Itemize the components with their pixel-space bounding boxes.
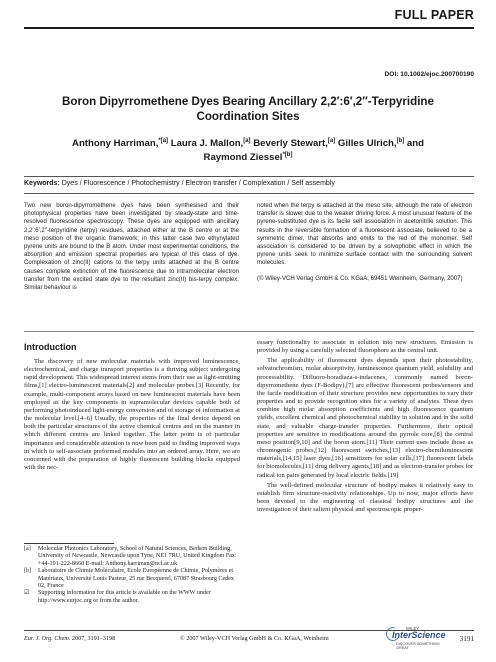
author-conjunction: and <box>404 138 424 149</box>
article-title <box>30 94 466 124</box>
footnote-text: Supporting information for this article is available on the WWW under http://www.eurjoc.org or from the author. <box>38 590 211 604</box>
footnote-rule <box>24 543 114 544</box>
author-affiliation: [b] <box>396 137 405 144</box>
author-list <box>30 137 466 165</box>
footnote-b <box>24 568 240 590</box>
title-line-2: Coordination Sites <box>196 110 300 123</box>
keywords <box>24 180 474 187</box>
abstract-rule <box>24 331 474 332</box>
abstract-copyright: (© Wiley-VCH Verlag GmbH & Co. KGaA, 69451 Weinheim, Germany, 2007) <box>257 275 463 282</box>
author-name: Laura J. Mallon, <box>168 138 244 149</box>
paragraph: The applicability of fluorescent dyes depends upon their photostability, solvatochromism, molar absorptivity, luminescence quantum yield, solubility and processability. Difluoro-boradiaza-s-indacenes, commonly named boron-dipyrromethene dyes (F-Bodipy),[7] are effective fluorescent probes/sensors and the facile modification of their structure provides new opportunities to vary their properties and to provide recognition sites for a variety of analytes. These dyes combine high molar absorption coefficients and high fluorescence quantum yields, excellent chemical and photochemical stability in solution and in the solid state, and valuable charge-transfer properties. Furthermore, their optical properties are sensitive to modifications around the pyrrole core,[8] the central meso position[9,10] and the boron atom.[11] Their current uses include those as chromogenic probes,[12] fluorescent switches,[13] electro-chemiluminescent materials,[14,15] laser dyes,[16] sensitizers for solar cells,[17] fluorescent labels for biomolecules,[11] drug delivery agents,[18] and as electron-transfer probes for radical ion pairs generated by local electric fields.[19] <box>257 357 473 479</box>
journal-name: Eur. J. Org. Chem. <box>24 635 71 642</box>
logo-wiley-text: WILEY <box>406 626 420 631</box>
author-line-2 <box>30 151 466 165</box>
footnote-mark: [a] <box>24 546 31 552</box>
author-affiliation: *[a] <box>158 137 169 144</box>
keywords-rule-bottom <box>24 193 474 194</box>
logo-tagline: DISCOVER SOMETHING GREAT <box>396 642 440 650</box>
footer-copyright: © 2007 Wiley-VCH Verlag GmbH & Co. KGaA, Weinheim <box>180 635 329 642</box>
journal-year-pages: 2007, 3191–3198 <box>70 635 116 642</box>
keywords-text: Dyes / Fluorescence / Photochemistry / Electron transfer / Complexation / Self assembly <box>59 180 335 187</box>
section-label: FULL PAPER <box>394 8 474 22</box>
body-right-column <box>257 339 473 516</box>
abstract-text: noted when the terpy is attached at the meso site, although the rate of electron transfer is slower due to the weaker driving force. A most unusual feature of the pyrene-substituted dye is its facile self association in acetonitrile solution. This results in the reversible formation of a fluorescent associate, believed to be a symmetric dimer, that absorbs and emits to the red of the monomer. Self association is considered to be driven by a solvophobic effect in which the pyrene units seek to minimize surface contact with the surrounding solvent molecules. <box>257 203 472 267</box>
author-name: Anthony Harriman, <box>72 138 159 149</box>
paragraph: essary functionality to associate in solution into new structures. Emission is provided by using a carefully selected fluorophore as the central unit. <box>257 339 473 355</box>
supporting-info-icon: ☑ <box>24 590 30 597</box>
page-number: 3191 <box>459 635 474 643</box>
author-name: Beverly Stewart, <box>250 138 328 149</box>
author-affiliation: [a] <box>327 137 336 144</box>
author-name: Gilles Ulrich, <box>335 138 397 149</box>
footnote-text: Laboratoire de Chimie Moléculaire, Ecole Européenne de Chimie, Polymères et Matériaux, Université Louis Pasteur, 25 rue Becquerel, 67087 Strasbourg Cedex 02, France <box>38 568 234 590</box>
doi: DOI: 10.1002/ejoc.200700190 <box>384 71 474 78</box>
body-left-column <box>24 358 240 474</box>
author-affiliation: *[b] <box>282 151 293 158</box>
interscience-logo <box>386 626 448 650</box>
footnote-text: Molecular Photonics Laboratory, School of Natural Sciences, Bedson Building, University of Newcastle, Newcastle upon Tyne, NE1 7RU, United Kingdom Fax: +44-191-222-8660 E-mail: Anthony.harriman@ncl.ac.uk <box>38 546 237 567</box>
abstract-left-column <box>24 202 239 292</box>
title-line-1: Boron Dipyrromethene Dyes Bearing Ancillary 2,2′:6′,2′′-Terpyridine <box>62 95 434 108</box>
footnote-a <box>24 546 240 568</box>
abstract-right-column <box>257 202 472 283</box>
author-line-1 <box>30 137 466 151</box>
keywords-label: Keywords: <box>24 180 60 187</box>
header-rule <box>24 27 474 29</box>
affiliation-footnotes <box>24 546 240 605</box>
section-heading: Introduction <box>24 342 77 352</box>
journal-citation <box>24 635 115 642</box>
footnote-supporting-info <box>24 590 240 605</box>
abstract-text: Two new boron-dipyrromethene dyes have been synthesised and their photophysical properties have been investigated by steady-state and time-resolved fluorescence spectroscopy. These dyes are equipped with ancillary 2,2′:6′,2′′-terpyridine (terpy) residues, attached either at the B centre or at the meso position of the organic framework; in this latter case two ethynylated pyrene units are bound to the B atom. Under most experimental conditions, the absorption and emission spectral properties are typical of this class of dye. Complexation of zinc(II) cations to the terpy units attached at the B centre causes complete extinction of the fluorescence due to intramolecular electron transfer from the excited state dye to the resultant zinc(II) bis-terpy complex. Similar behaviour is <box>24 203 239 292</box>
author-name: Raymond Ziessel <box>203 152 283 163</box>
keywords-rule-top <box>24 176 474 177</box>
footnote-mark: [b] <box>24 568 32 575</box>
paragraph: The well-defined molecular structure of bodipy makes it relatively easy to establish firm structure-reactivity relationships. Up to now, major efforts have been devoted to the engineering of classical bodipy structures and the investigation of their salient physical and spectroscopic proper- <box>257 481 473 514</box>
paragraph: The discovery of new molecular materials with improved luminescence, electrochemical, and charge transport properties is a thriving subject undergoing rapid development. This widespread interest stems from their use as light-emitting films,[1] electro-luminescent materials[2] and molecular probes.[3] Recently, for example, multi-component arrays based on new luminescent materials have been employed as the key components in supramolecular devices capable both of performing photoinduced light-energy conversion and of storage of information at the molecular level.[4–6] Usually, the properties of the final device depend on both the particular structures of the active chemical centres and on the manner in which different centres are linked together. The latter point is of particular importance and considerable attention is now been paid to finding improved ways in which to self-associate preformed modules into an ordered array. Here, we are concerned with the preparation of highly fluorescent building blocks equipped with the nec- <box>24 358 240 472</box>
author-affiliation: [a] <box>243 137 251 144</box>
logo-main-text: InterScience <box>392 630 446 640</box>
